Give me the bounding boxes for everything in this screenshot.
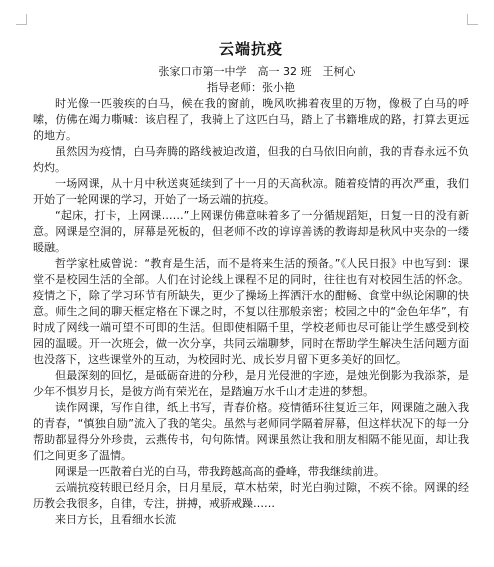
document-title: 云端抗疫 (218, 40, 283, 58)
advisor-line: 指导老师：张小艳 (207, 81, 295, 94)
paragraph: 网课是一匹散着白光的白马，带我跨越高高的叠峰，带我继续前进。 (55, 465, 385, 478)
paragraph: “起床，打卡，上网课……”上网课仿佛意味着多了一分循规蹈矩，日复一日的没有新意。网课是空洞的，屏幕是死板的，但老师不改的谆谆善诱的教诲却是秋风中夹杂的一缕暖融。 (33, 209, 469, 254)
paragraph: 哲学家杜威曾说：“教育是生活，而不是将来生活的预备。”《人民日报》中也写到：课堂不是校园生活的全部。人们在讨论线上课程不足的同时，往往也有对校园生活的怀念。疫情之下，除了学习环节有所缺失，更少了操场上挥洒汗水的酣畅、食堂中纵论闲聊的快意。师生之间的聊天框定格在下课之时，不复以往那般亲密；校园之中的“金色年华”，有时成了网线一端可望不可即的生活。但即使相隔千里，学校老师也尽可能让学生感受到校园的温暖。开一次班会，做一次分享，共同云端聊梦，同时在帮助学生解决生活问题方面也没落下，这些课堂外的互动，为校园时光、成长岁月留下更多美好的回忆。 (33, 257, 469, 366)
author-line: 张家口市第一中学 高一 32 班 王柯心 (158, 65, 356, 78)
paragraph: 但最深刻的回忆，是砥砺奋进的分秒，是月光侵泄的字迹，是烛光倒影为我添茶，是少年不惧岁月长，是彼方尚有荣光在，是踏遍万水千山才走进的梦想。 (33, 369, 469, 398)
page-corner-mark-right (467, 14, 478, 25)
paragraph: 读作网课，写作自律，纸上书写，青春价格。疫情循环往复近三年，网课随之融入我的青春，“慎独自励”流入了我的笔尖。虽然与老师同学隔着屏幕，但这样状况下的每一分帮助都显得分外珍贵，云燕传书，句句陈情。网课虽然让我和朋友相隔不能见面，却让我们之间更多了温情。 (33, 401, 469, 462)
paragraph: 来日方长，且看细水长流 (55, 513, 176, 526)
paragraph: 虽然因为疫情，白马奔腾的路线被迫改道，但我的白马依旧向前，我的青春永远不负灼灼。 (33, 145, 469, 174)
paragraph: 一场网课，从十月中秋送爽延续到了十一月的天高秋凉。随着疫情的再次严重，我们开始了一轮网课的学习，开始了一场云端的抗疫。 (33, 177, 469, 206)
paragraph: 云端抗疫转眼已经月余，日月星辰，草木枯荣，时光白驹过隙，不疾不徐。网课的经历教会我很多，自律，专注，拼搏，戒骄戒躁…… (33, 481, 469, 510)
page-corner-mark-left (16, 14, 27, 25)
document-body (33, 38, 469, 528)
paragraph: 时光像一匹骏疾的白马，候在我的窗前，晚风吹拂着夜里的万物，像极了白马的呼嗦，仿佛在竭力嘶喊：该启程了，我骑上了这匹白马，踏上了书籍堆成的路，打算去更远的地方。 (33, 97, 469, 142)
